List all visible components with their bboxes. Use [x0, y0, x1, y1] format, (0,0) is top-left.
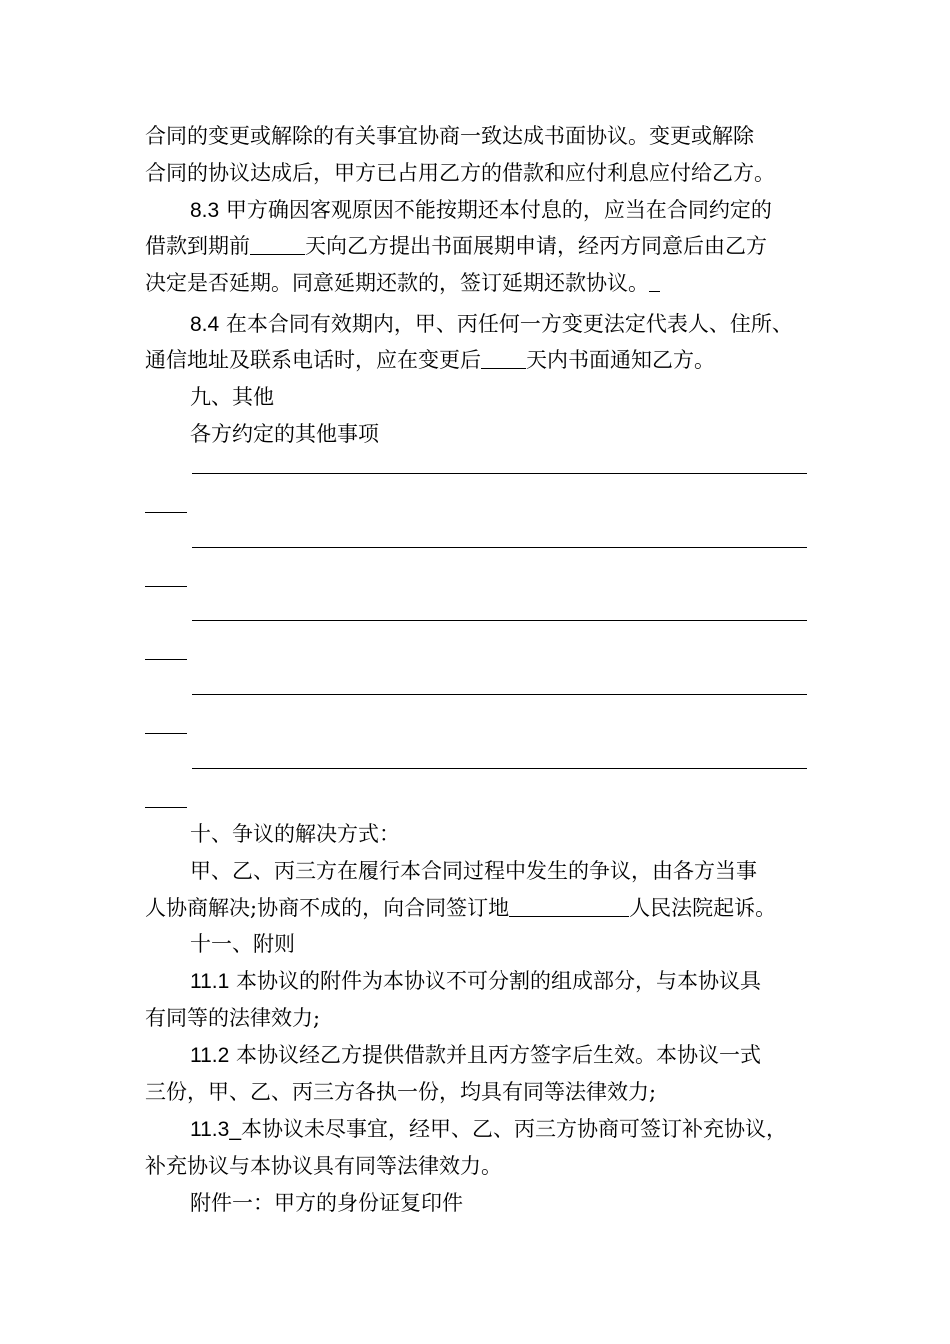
clause-number: 11.3_	[190, 1118, 241, 1141]
paragraph-line	[145, 894, 776, 922]
clause-8-3-line	[145, 232, 767, 260]
paragraph-line: 合同的协议达成后，甲方已占用乙方的借款和应付利息应付给乙方。	[145, 161, 775, 185]
clause-text: 本协议未尽事宜，经甲、乙、丙三方协商可签订补充协议，	[241, 1117, 787, 1141]
clause-11-2-line: 三份，甲、乙、丙三方各执一份，均具有同等法律效力;	[145, 1080, 657, 1104]
clause-text: 人协商解决;协商不成的，向合同签订地	[145, 896, 510, 920]
blank-line-tail	[145, 733, 187, 734]
clause-text: 借款到期前	[145, 234, 250, 258]
clause-text: 人民法院起诉。	[629, 896, 777, 920]
blank-field	[481, 346, 526, 369]
clause-number: 8.4	[190, 313, 220, 336]
blank-line-tail	[145, 512, 187, 513]
blank-line	[192, 768, 807, 769]
section-heading: 九、其他	[190, 385, 274, 409]
clause-11-1-line: 有同等的法律效力;	[145, 1006, 321, 1030]
clause-8-4-line	[145, 346, 715, 374]
blank-line	[192, 473, 807, 474]
clause-text: 甲方确因客观原因不能按期还本付息的，应当在合同约定的	[219, 198, 772, 222]
blank-line	[192, 694, 807, 695]
blank-field	[649, 269, 660, 292]
blank-line-tail	[145, 807, 187, 808]
blank-line-tail	[145, 659, 187, 660]
blank-line	[192, 547, 807, 548]
clause-text: 天内书面通知乙方。	[526, 348, 715, 372]
clause-8-4-line	[190, 310, 793, 338]
clause-number: 11.2	[190, 1044, 230, 1067]
clause-8-3-line	[190, 196, 772, 224]
blank-line-tail	[145, 586, 187, 587]
attachment-line: 附件一：甲方的身份证复印件	[190, 1191, 463, 1215]
clause-11-1-line	[190, 967, 761, 995]
clause-11-2-line	[190, 1041, 761, 1069]
clause-11-3-line	[190, 1115, 787, 1143]
clause-text: 决定是否延期。同意延期还款的，签订延期还款协议。	[145, 271, 649, 295]
blank-field	[509, 894, 629, 917]
blank-field	[250, 232, 305, 255]
clause-text: 天向乙方提出书面展期申请，经丙方同意后由乙方	[305, 234, 767, 258]
section-heading: 十、争议的解决方式：	[190, 822, 400, 846]
section-heading: 十一、附则	[190, 932, 295, 956]
clause-text: 通信地址及联系电话时，应在变更后	[145, 348, 481, 372]
clause-8-3-line	[145, 269, 660, 297]
clause-number: 8.3	[190, 199, 220, 222]
paragraph-line: 甲、乙、丙三方在履行本合同过程中发生的争议，由各方当事	[190, 859, 757, 883]
paragraph-line: 合同的变更或解除的有关事宜协商一致达成书面协议。变更或解除	[145, 124, 754, 148]
clause-11-3-line: 补充协议与本协议具有同等法律效力。	[145, 1154, 502, 1178]
section-subheading: 各方约定的其他事项	[190, 422, 379, 446]
clause-text: 本协议经乙方提供借款并且丙方签字后生效。本协议一式	[229, 1043, 762, 1067]
clause-text: 在本合同有效期内，甲、丙任何一方变更法定代表人、住所、	[219, 312, 793, 336]
clause-number: 11.1	[190, 970, 230, 993]
clause-text: 本协议的附件为本协议不可分割的组成部分，与本协议具	[229, 969, 762, 993]
blank-line	[192, 620, 807, 621]
